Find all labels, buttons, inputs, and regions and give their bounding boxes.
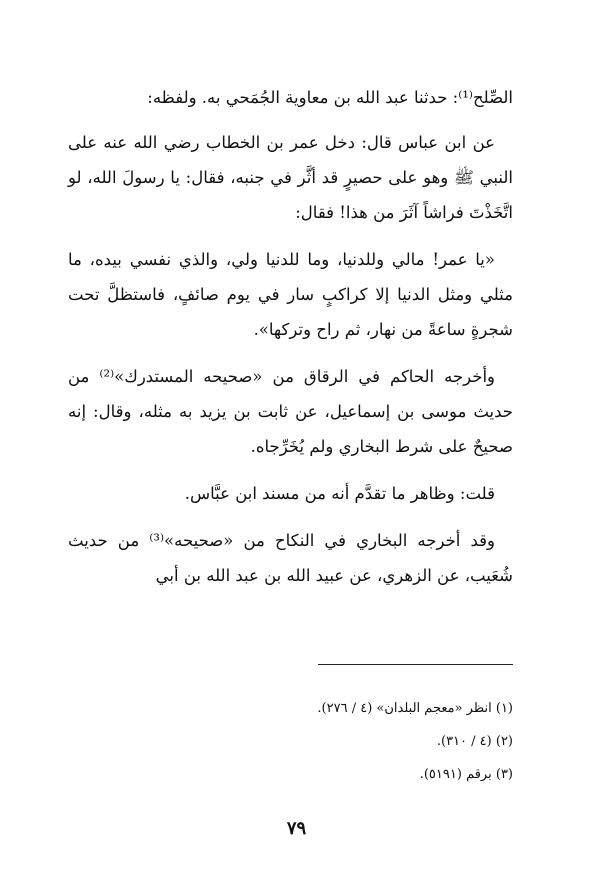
main-text bbox=[68, 80, 513, 605]
paragraph-4: وأخرجه الحاكم في الرقاق من «صحيحه المستدرك»⁽²⁾ من حديث موسى بن إسماعيل، عن ثابت بن يزيد به مثله، وقال: إنه صحيحٌ على شرط البخاري ولم يُخَرِّجاه. bbox=[68, 367, 513, 456]
paragraph-1: الصِّلح⁽¹⁾: حدثنا عبد الله بن معاوية الجُمَحي به. ولفظه: bbox=[147, 88, 513, 107]
paragraph-6: وقد أخرجه البخاري في النكاح من «صحيحه»⁽³⁾ من حديث شُعَيب، عن الزهري، عن عبيد الله بن عبد الله بن أبي bbox=[68, 531, 513, 585]
page-number: ٧٩ bbox=[286, 818, 307, 839]
paragraph-5: قلت: وظاهر ما تقدَّم أنه من مسند ابن عبَّاس. bbox=[184, 484, 495, 503]
footnotes bbox=[68, 692, 513, 791]
footnote-2: (٢) (٤ / ٣١٠). bbox=[436, 734, 513, 749]
footnote-3: (٣) برقم (٥١٩١). bbox=[419, 767, 513, 782]
footnote-separator bbox=[318, 664, 513, 665]
paragraph-2: عن ابن عباس قال: دخل عمر بن الخطاب رضي الله عنه على النبي ﷺ وهو على حصيرٍ قد أثَّر في جنبه، فقال: يا رسولَ الله، لو اتَّخَذْتَ فراشاً آثَرَ من هذا! فقال: bbox=[68, 133, 513, 222]
footnote-1: (١) انظر «معجم البلدان» (٤ / ٢٧٦). bbox=[317, 701, 513, 716]
paragraph-3: «يا عمر! مالي وللدنيا، وما للدنيا ولي، والذي نفسي بيده، ما مثلي ومثل الدنيا إلا كراكبٍ سار في يوم صائفٍ، فاستظلَّ تحت شجرةٍ ساعةً من نهار، ثم راح وتركها». bbox=[68, 250, 513, 339]
